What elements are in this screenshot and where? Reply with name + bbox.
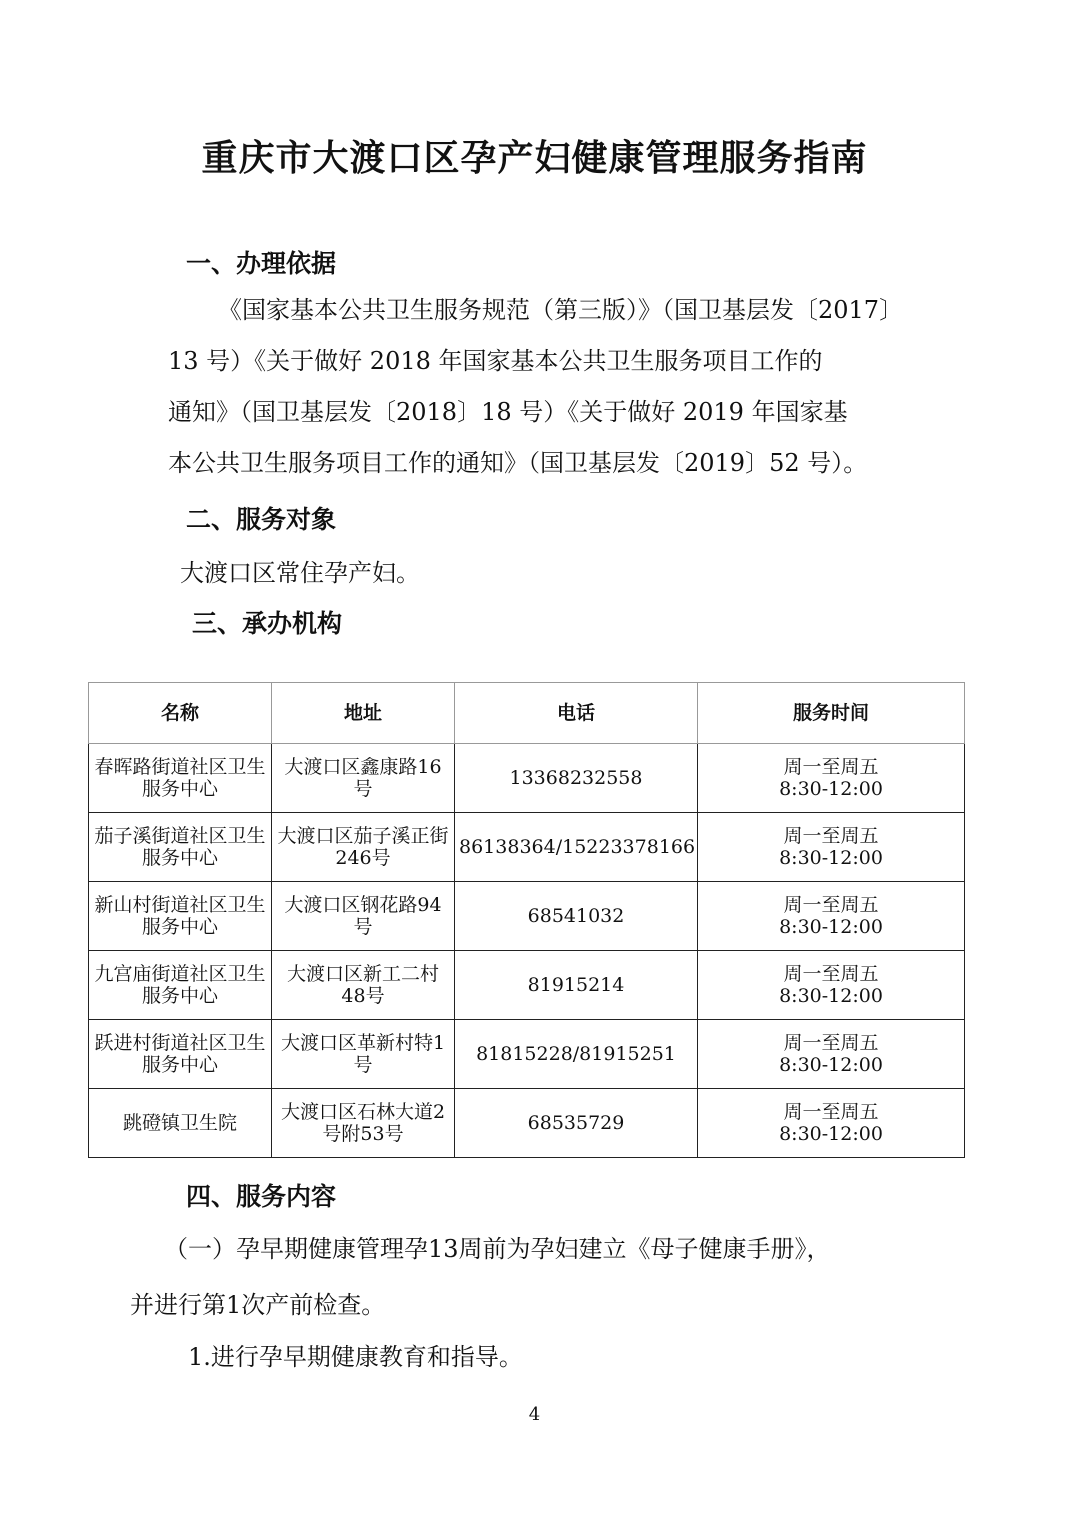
- column-header-phone: 电话: [455, 683, 698, 744]
- institution-address: 大渡口区新工二村48号: [272, 951, 455, 1020]
- basis-line: 本公共卫生服务项目工作的通知》（国卫基层发〔2019〕52 号）。: [168, 449, 868, 477]
- institution-address: 大渡口区革新村特1号: [272, 1020, 455, 1089]
- institution-hours: [698, 951, 965, 1020]
- institutions-table: [88, 682, 965, 1158]
- institution-address: 大渡口区钢花路94号: [272, 882, 455, 951]
- institution-hours: [698, 813, 965, 882]
- institution-address: 大渡口区茄子溪正街246号: [272, 813, 455, 882]
- basis-line: 《国家基本公共卫生服务规范（第三版）》（国卫基层发〔2017〕: [218, 296, 904, 324]
- column-header-hours: 服务时间: [698, 683, 965, 744]
- institution-phone: 68541032: [455, 882, 698, 951]
- hours-days: 周一至周五: [783, 825, 879, 847]
- institution-hours: [698, 744, 965, 813]
- hours-days: 周一至周五: [783, 894, 879, 916]
- institution-address: 大渡口区石林大道2号附53号: [272, 1089, 455, 1158]
- hours-days: 周一至周五: [783, 963, 879, 985]
- institution-hours: [698, 882, 965, 951]
- section-heading-content: 四、服务内容: [186, 1182, 337, 1211]
- hours-days: 周一至周五: [783, 756, 879, 778]
- institution-phone: 13368232558: [455, 744, 698, 813]
- institution-phone: 81915214: [455, 951, 698, 1020]
- column-header-address: 地址: [272, 683, 455, 744]
- institution-phone: 68535729: [455, 1089, 698, 1158]
- hours-time: 8:30-12:00: [779, 985, 883, 1007]
- section-heading-institutions: 三、承办机构: [192, 609, 343, 638]
- basis-line: 通知》（国卫基层发〔2018〕18 号）《关于做好 2019 年国家基: [168, 398, 848, 426]
- hours-days: 周一至周五: [783, 1032, 879, 1054]
- content-line: 并进行第1次产前检查。: [130, 1291, 386, 1319]
- institution-name: 九宫庙街道社区卫生服务中心: [89, 951, 272, 1020]
- institution-name: 新山村街道社区卫生服务中心: [89, 882, 272, 951]
- hours-time: 8:30-12:00: [779, 1054, 883, 1076]
- institution-name: 茄子溪街道社区卫生服务中心: [89, 813, 272, 882]
- page-title: 重庆市大渡口区孕产妇健康管理服务指南: [201, 138, 868, 179]
- hours-time: 8:30-12:00: [779, 1123, 883, 1145]
- hours-time: 8:30-12:00: [779, 847, 883, 869]
- hours-time: 8:30-12:00: [779, 916, 883, 938]
- table-row: [89, 951, 965, 1020]
- table-header-row: [89, 683, 965, 744]
- table-row: [89, 1089, 965, 1158]
- hours-days: 周一至周五: [783, 1101, 879, 1123]
- content-paragraph: [130, 1221, 831, 1333]
- institution-name: 跳磴镇卫生院: [89, 1089, 272, 1158]
- table-row: [89, 744, 965, 813]
- target-text: 大渡口区常住孕产妇。: [180, 559, 420, 587]
- institution-hours: [698, 1089, 965, 1158]
- table-row: [89, 1020, 965, 1089]
- page-number: 4: [528, 1404, 541, 1425]
- section-heading-basis: 一、办理依据: [186, 249, 337, 278]
- institution-address: 大渡口区鑫康路16号: [272, 744, 455, 813]
- section-heading-target: 二、服务对象: [186, 505, 337, 534]
- hours-time: 8:30-12:00: [779, 778, 883, 800]
- basis-line: 13 号）《关于做好 2018 年国家基本公共卫生服务项目工作的: [168, 347, 823, 375]
- institution-name: 跃进村街道社区卫生服务中心: [89, 1020, 272, 1089]
- table-row: [89, 882, 965, 951]
- institution-phone: 81815228/81915251: [455, 1020, 698, 1089]
- table-row: [89, 813, 965, 882]
- content-line: （一）孕早期健康管理孕13周前为孕妇建立《母子健康手册》，: [164, 1235, 831, 1263]
- column-header-name: 名称: [89, 683, 272, 744]
- content-item-1: 1.进行孕早期健康教育和指导。: [188, 1343, 523, 1371]
- institution-hours: [698, 1020, 965, 1089]
- institution-name: 春晖路街道社区卫生服务中心: [89, 744, 272, 813]
- basis-paragraph: [168, 285, 903, 489]
- institution-phone: 86138364/15223378166: [455, 813, 698, 882]
